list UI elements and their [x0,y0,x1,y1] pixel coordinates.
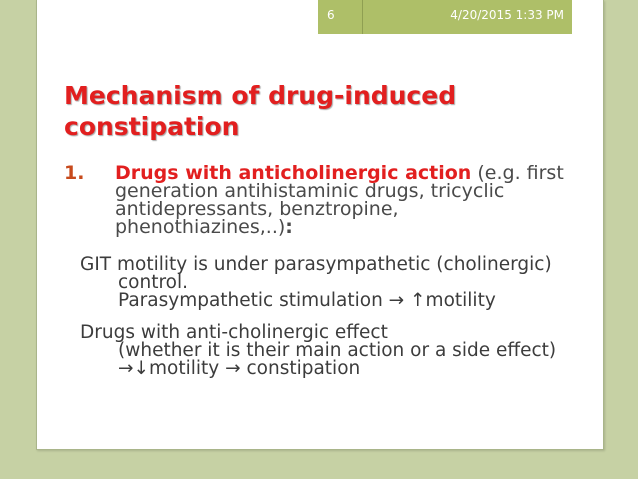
paragraph-git-motility [80,256,580,310]
list-number: 1. [64,162,85,184]
paragraph-2-line-b: (whether it is their main action or a side effect) →↓motility → constipation [118,340,557,379]
list-item-colon: : [285,216,293,238]
list-item-lead: Drugs with anticholinergic action [115,162,472,184]
title-line-2: constipation [64,112,240,141]
list-item-detail: (e.g. first generation antihistaminic drugs, tricyclic antidepressants, benztropine, phenothiazines,..) [115,162,564,238]
paragraph-1-line-a: GIT motility is under parasympathetic (cholinergic) control. [80,254,552,293]
slide-number: 6 [327,8,335,22]
paragraph-2-line-a: Drugs with anti-cholinergic effect [80,322,388,343]
slide-date: 4/20/2015 1:33 PM [450,8,564,22]
header-divider [362,0,363,34]
title-line-1: Mechanism of drug-induced [64,81,457,110]
list-item-text [115,164,564,236]
list-item-1 [64,164,564,236]
slide-title [64,80,584,142]
paragraph-1-line-b: Parasympathetic stimulation → ↑motility [118,290,496,311]
paragraph-anticholinergic-effect [80,324,580,378]
